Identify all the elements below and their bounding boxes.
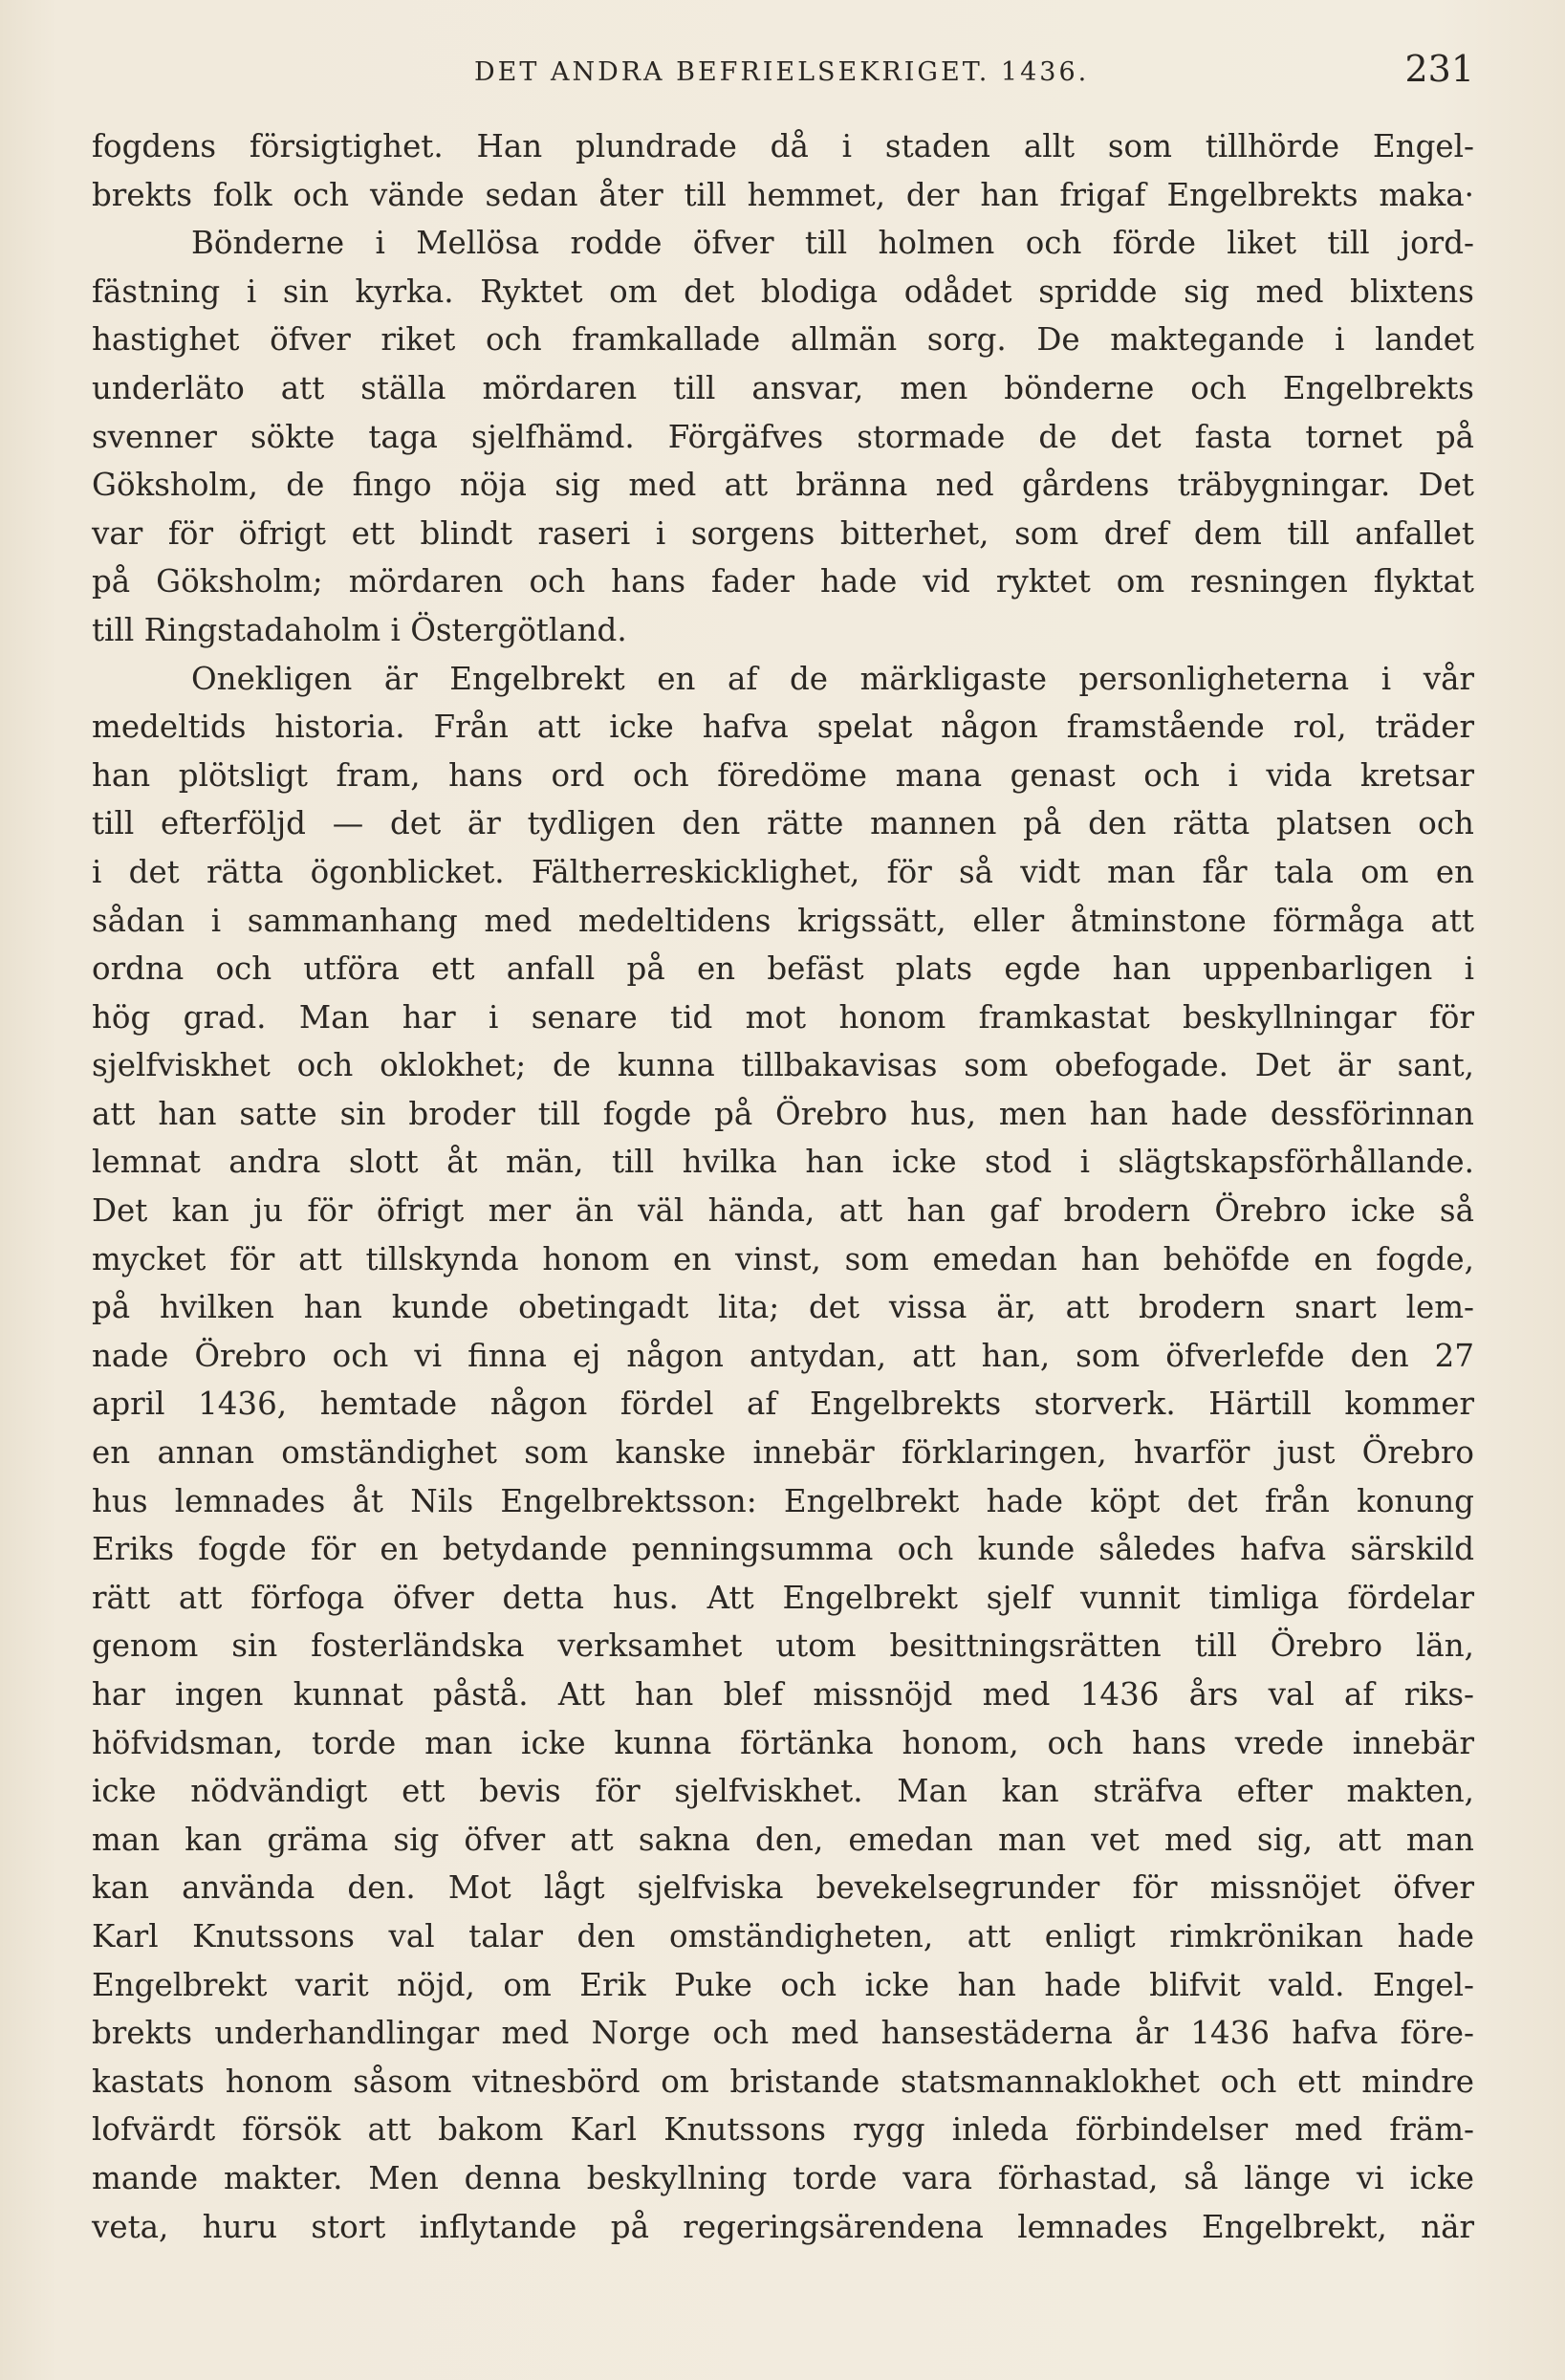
- text-line: han plötsligt fram, hans ord och föredöme mana genast och i vida kretsar: [92, 756, 1474, 794]
- text-line: lofvärdt försök att bakom Karl Knutssons rygg inleda förbindelser med främ-: [92, 2111, 1474, 2149]
- text-line: Engelbrekt varit nöjd, om Erik Puke och icke han hade blifvit vald. Engel-: [92, 1966, 1474, 2003]
- text-line: att han satte sin broder till fogde på Örebro hus, men han hade dessförinnan: [92, 1095, 1474, 1132]
- text-line: på hvilken han kunde obetingadt lita; det vissa är, att brodern snart lem-: [92, 1289, 1474, 1326]
- text-line: kastats honom såsom vitnesbörd om bristande statsmannaklokhet och ett mindre: [92, 2063, 1474, 2100]
- running-head: DET ANDRA BEFRIELSEKRIGET. 1436.: [474, 57, 1090, 87]
- text-line: sjelfviskhet och oklokhet; de kunna tillbakavisas som obefogade. Det är sant,: [92, 1047, 1474, 1084]
- text-line: svenner sökte taga sjelfhämd. Förgäfves stormade de det fasta tornet på: [92, 418, 1474, 455]
- text-line: man kan gräma sig öfver att sakna den, emedan man vet med sig, att man: [92, 1821, 1474, 1858]
- text-line: nade Örebro och vi finna ej någon antydan, att han, som öfverlefde den 27: [92, 1337, 1474, 1374]
- text-line: genom sin fosterländska verksamhet utom besittningsrätten till Örebro län,: [92, 1627, 1474, 1665]
- text-line: var för öfrigt ett blindt raseri i sorgens bitterhet, som dref dem till anfallet: [92, 514, 1474, 552]
- text-line: brekts folk och vände sedan åter till hemmet, der han frigaf Engelbrekts maka·: [92, 176, 1474, 213]
- text-line: till efterföljd — det är tydligen den rätte mannen på den rätta platsen och: [92, 805, 1474, 842]
- text-line: höfvidsman, torde man icke kunna förtänka honom, och hans vrede innebär: [92, 1724, 1474, 1761]
- text-line: i det rätta ögonblicket. Fältherreskicklighet, för så vidt man får tala om en: [92, 853, 1474, 890]
- text-line: har ingen kunnat påstå. Att han blef missnöjd med 1436 års val af riks-: [92, 1676, 1474, 1713]
- page-number: 231: [1404, 48, 1474, 90]
- text-line: hus lemnades åt Nils Engelbrektsson: Engelbrekt hade köpt det från konung: [92, 1482, 1474, 1519]
- text-line: hög grad. Man har i senare tid mot honom framkastat beskyllningar för: [92, 998, 1474, 1036]
- text-line: ordna och utföra ett anfall på en befäst plats egde han uppenbarligen i: [92, 950, 1474, 988]
- text-line: fästning i sin kyrka. Ryktet om det blodiga odådet spridde sig med blixtens: [92, 273, 1474, 310]
- page-header: [92, 48, 1474, 105]
- text-line: icke nödvändigt ett bevis för sjelfviskhet. Man kan sträfva efter makten,: [92, 1773, 1474, 1810]
- text-line: Karl Knutssons val talar den omständigheten, att enligt rimkrönikan hade: [92, 1917, 1474, 1954]
- text-line: en annan omständighet som kanske innebär förklaringen, hvarför just Örebro: [92, 1434, 1474, 1472]
- text-line: Eriks fogde för en betydande penningsumma och kunde således hafva särskild: [92, 1531, 1474, 1568]
- text-line: Göksholm, de fingo nöja sig med att bränna ned gårdens träbygningar. Det: [92, 467, 1474, 504]
- text-line: brekts underhandlingar med Norge och med hansestäderna år 1436 hafva före-: [92, 2015, 1474, 2052]
- text-line: Det kan ju för öfrigt mer än väl hända, att han gaf brodern Örebro icke så: [92, 1192, 1474, 1230]
- text-line: till Ringstadaholm i Östergötland.: [92, 611, 627, 648]
- text-line: medeltids historia. Från att icke hafva spelat någon framstående rol, träder: [92, 709, 1474, 746]
- text-line: veta, huru stort inflytande på regeringsärendena lemnades Engelbrekt, när: [92, 2208, 1474, 2245]
- text-line: hastighet öfver riket och framkallade allmän sorg. De maktegande i landet: [92, 321, 1474, 359]
- text-line: april 1436, hemtade någon fördel af Engelbrekts storverk. Härtill kommer: [92, 1386, 1474, 1423]
- text-line: mycket för att tillskynda honom en vinst, som emedan han behöfde en fogde,: [92, 1240, 1474, 1277]
- text-line: lemnat andra slott åt män, till hvilka han icke stod i slägtskapsförhållande.: [92, 1144, 1474, 1181]
- text-line: mande makter. Men denna beskyllning torde vara förhastad, så länge vi icke: [92, 2159, 1474, 2196]
- text-line: sådan i sammanhang med medeltidens krigssätt, eller åtminstone förmåga att: [92, 902, 1474, 939]
- text-line: på Göksholm; mördaren och hans fader hade vid ryktet om resningen flyktat: [92, 563, 1474, 600]
- text-line: fogdens försigtighet. Han plundrade då i staden allt som tillhörde Engel-: [92, 128, 1474, 164]
- text-line: Bönderne i Mellösa rodde öfver till holmen och förde liket till jord-: [191, 225, 1474, 262]
- text-line: kan använda den. Mot lågt sjelfviska bevekelsegrunder för missnöjet öfver: [92, 1869, 1474, 1907]
- text-line: Onekligen är Engelbrekt en af de märkligaste personligheterna i vår: [191, 660, 1474, 697]
- text-line: underläto att ställa mördaren till ansvar, men bönderne och Engelbrekts: [92, 369, 1474, 406]
- body-text: [92, 122, 1474, 2251]
- text-line: rätt att förfoga öfver detta hus. Att Engelbrekt sjelf vunnit timliga fördelar: [92, 1579, 1474, 1616]
